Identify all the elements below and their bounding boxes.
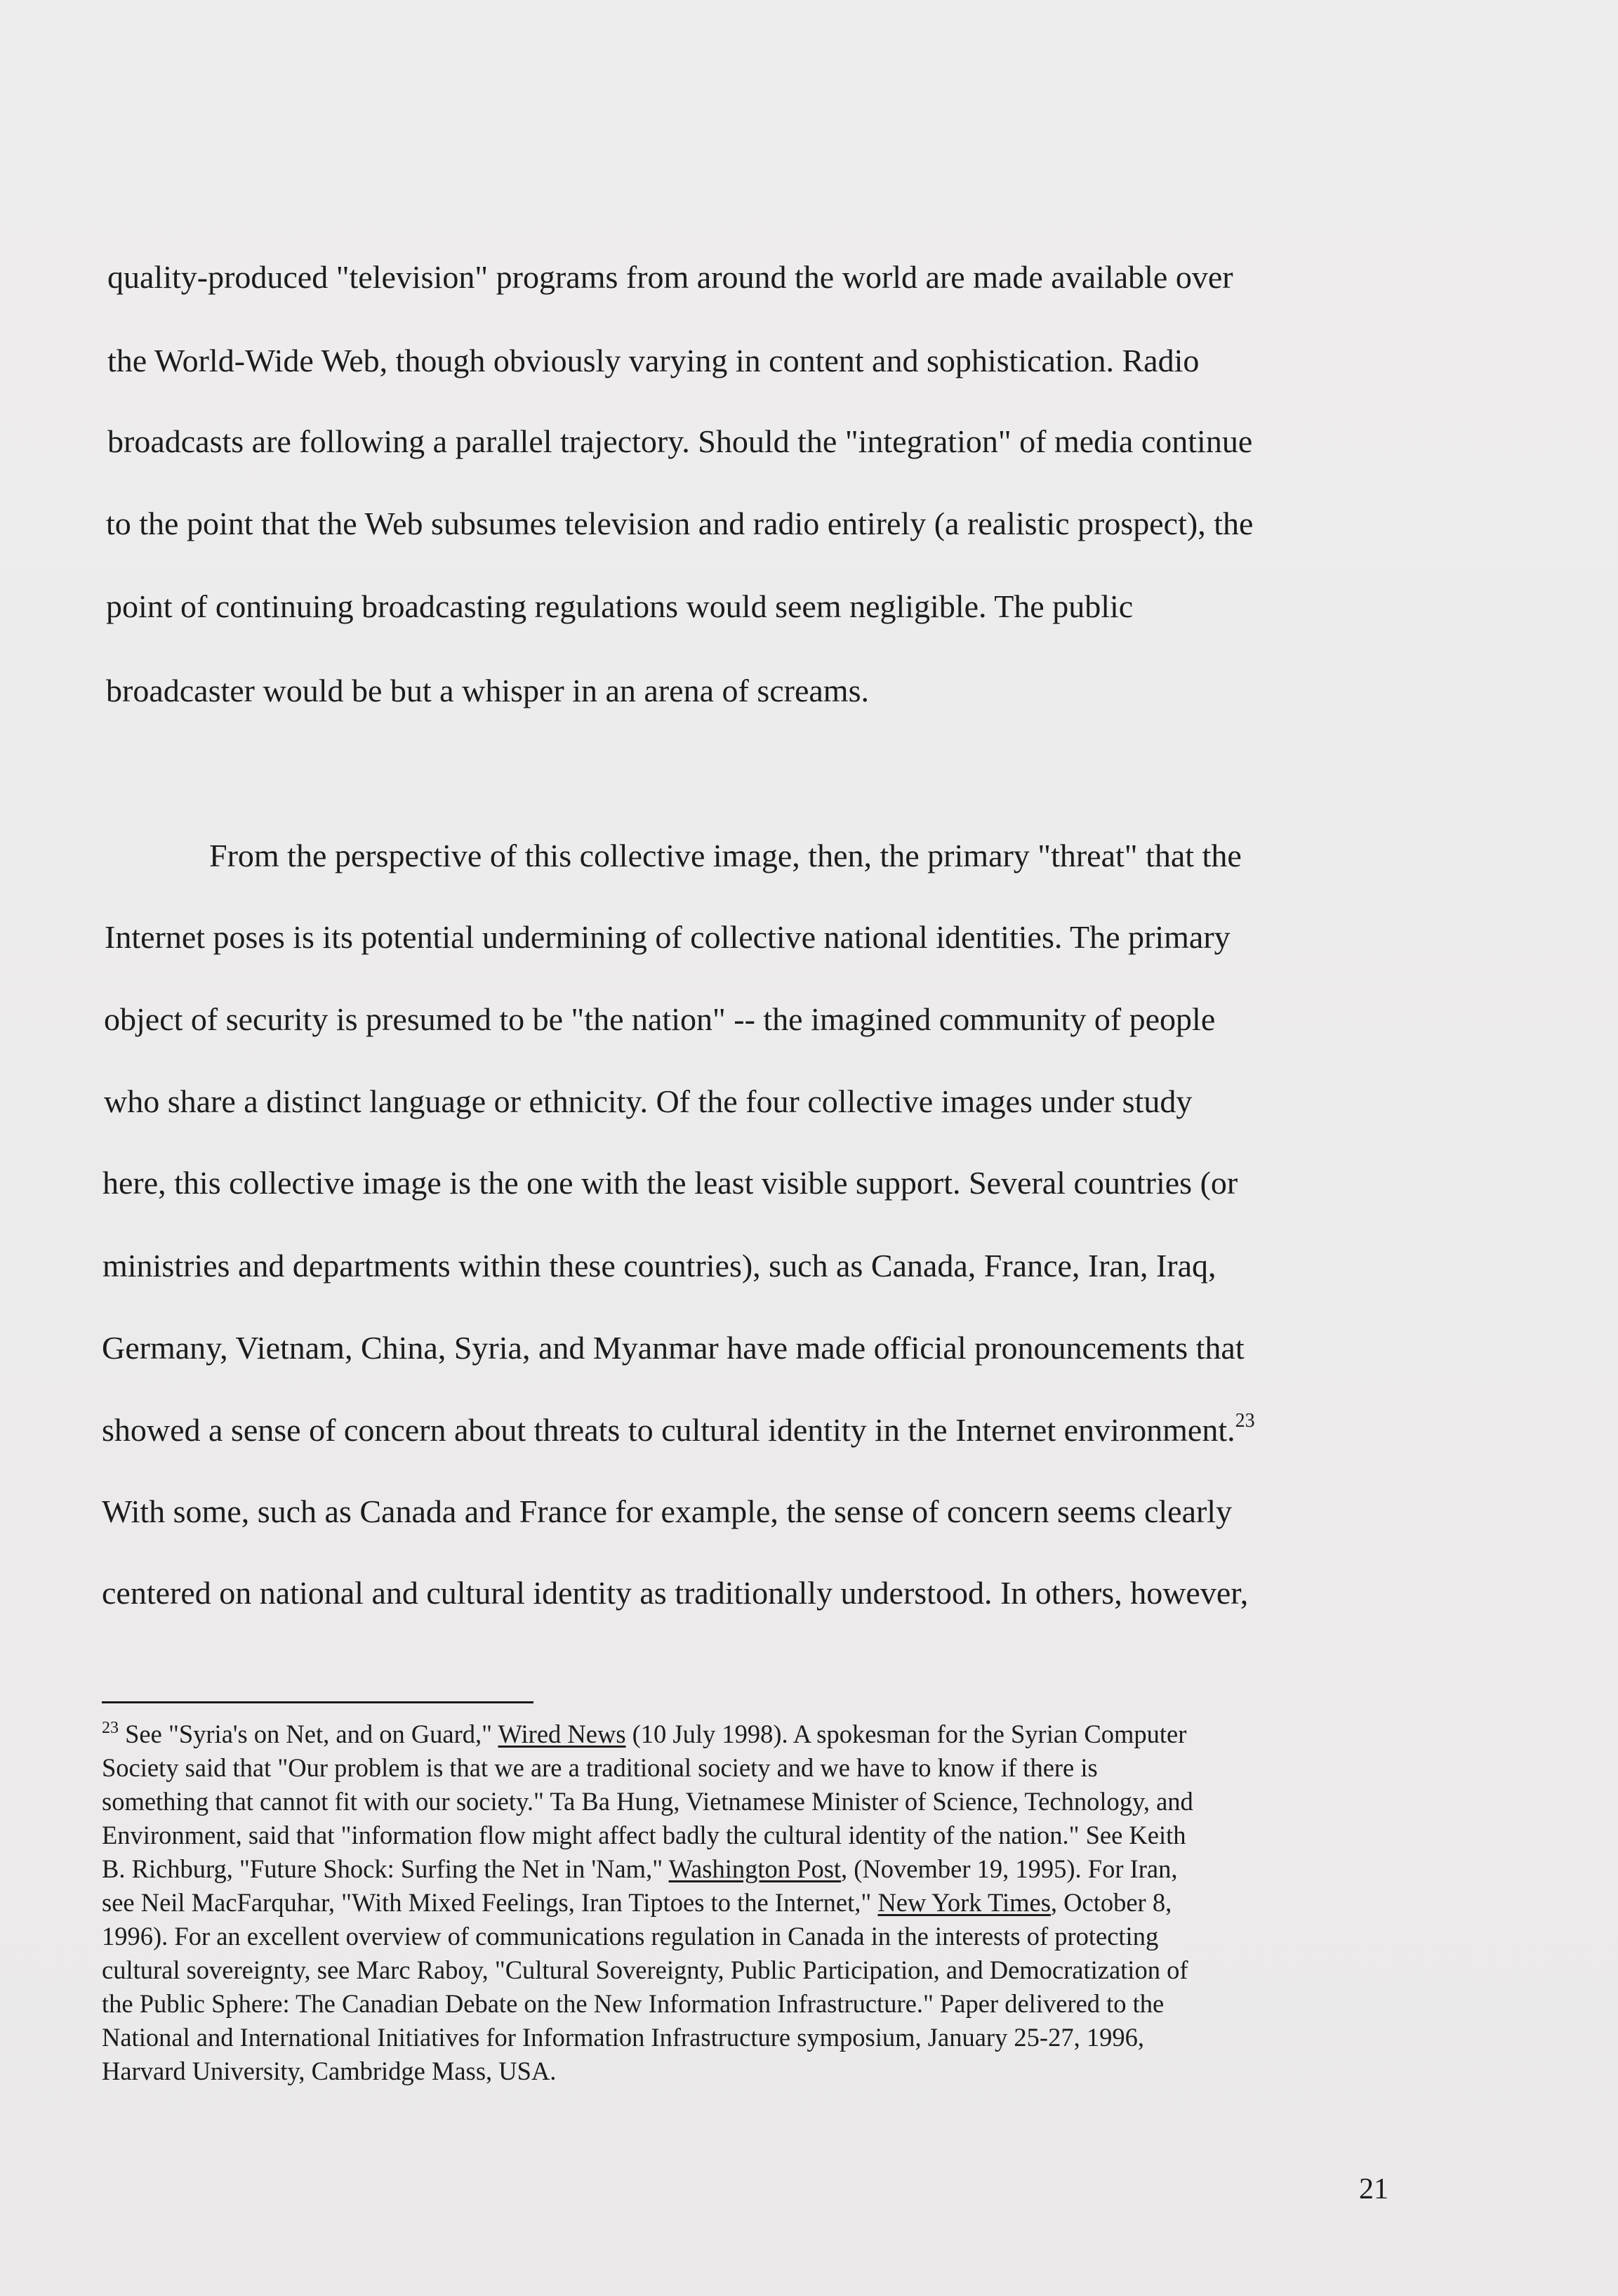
footnote-number: 23 <box>102 1719 119 1737</box>
body-line: who share a distinct language or ethnicity. Of the four collective images under study <box>104 1083 1193 1119</box>
body-line: here, this collective image is the one with the least visible support. Several countries (or <box>102 1165 1238 1201</box>
footnote-text: (10 July 1998). A spokesman for the Syrian Computer <box>625 1720 1187 1748</box>
body-line: quality-produced "television" programs from around the world are made available over <box>107 259 1233 295</box>
footnote-line: Environment, said that "information flow might affect badly the cultural identity of the nation." See Keith <box>102 1821 1186 1849</box>
footnote-line: cultural sovereignty, see Marc Raboy, "Cultural Sovereignty, Public Participation, and Democratization of <box>102 1955 1188 1984</box>
footnote-reference[interactable]: 23 <box>1235 1410 1255 1432</box>
page-number: 21 <box>1359 2173 1388 2205</box>
footnote-text: , October 8, <box>1050 1888 1172 1917</box>
footnote-line: Society said that "Our problem is that we are a traditional society and we have to know if there is <box>102 1753 1098 1782</box>
body-line: broadcaster would be but a whisper in an arena of screams. <box>106 673 869 708</box>
body-line: Germany, Vietnam, China, Syria, and Myanmar have made official pronouncements that <box>102 1330 1245 1366</box>
footnote-line <box>102 1886 1172 1920</box>
body-line: point of continuing broadcasting regulations would seem negligible. The public <box>106 588 1134 624</box>
footnote-text: see Neil MacFarquhar, "With Mixed Feelings, Iran Tiptoes to the Internet," <box>102 1888 878 1917</box>
footnote-line: the Public Sphere: The Canadian Debate on the New Information Infrastructure." Paper delivered to the <box>102 1989 1165 2018</box>
body-line: With some, such as Canada and France for example, the sense of concern seems clearly <box>102 1493 1233 1529</box>
body-line: centered on national and cultural identity as traditionally understood. In others, however, <box>102 1575 1249 1611</box>
body-line: the World-Wide Web, though obviously varying in content and sophistication. Radio <box>107 343 1200 378</box>
citation-new-york-times: New York Times <box>877 1888 1051 1917</box>
body-line <box>102 1411 1255 1455</box>
footnote-text: See "Syria's on Net, and on Guard," <box>119 1720 498 1748</box>
body-line: From the perspective of this collective image, then, the primary "threat" that the <box>209 838 1242 873</box>
citation-washington-post: Washington Post <box>668 1854 842 1883</box>
footnote-separator <box>102 1701 533 1703</box>
citation-wired-news: Wired News <box>498 1720 626 1748</box>
footnote-line: Harvard University, Cambridge Mass, USA. <box>102 2057 557 2085</box>
body-line: object of security is presumed to be "the nation" -- the imagined community of people <box>104 1001 1216 1037</box>
body-line: broadcasts are following a parallel trajectory. Should the "integration" of media continue <box>107 423 1253 459</box>
footnote-line <box>102 1717 1186 1755</box>
footnote-text: B. Richburg, "Future Shock: Surfing the Net in 'Nam," <box>102 1854 669 1883</box>
footnote-line: 1996). For an excellent overview of communications regulation in Canada in the interests of protecting <box>102 1922 1159 1951</box>
body-line: Internet poses is its potential undermining of collective national identities. The primary <box>105 919 1231 955</box>
body-line-text: showed a sense of concern about threats to cultural identity in the Internet environment. <box>102 1412 1235 1448</box>
footnote-text: , (November 19, 1995). For Iran, <box>841 1854 1178 1883</box>
footnote-line: National and International Initiatives for Information Infrastructure symposium, January 25-27, 1996, <box>102 2023 1144 2052</box>
body-line: ministries and departments within these countries), such as Canada, France, Iran, Iraq, <box>102 1248 1216 1284</box>
footnote-line: something that cannot fit with our society." Ta Ba Hung, Vietnamese Minister of Science, Technology, and <box>102 1787 1193 1816</box>
body-line: to the point that the Web subsumes television and radio entirely (a realistic prospect), the <box>106 506 1254 541</box>
footnote-line <box>102 1852 1178 1886</box>
